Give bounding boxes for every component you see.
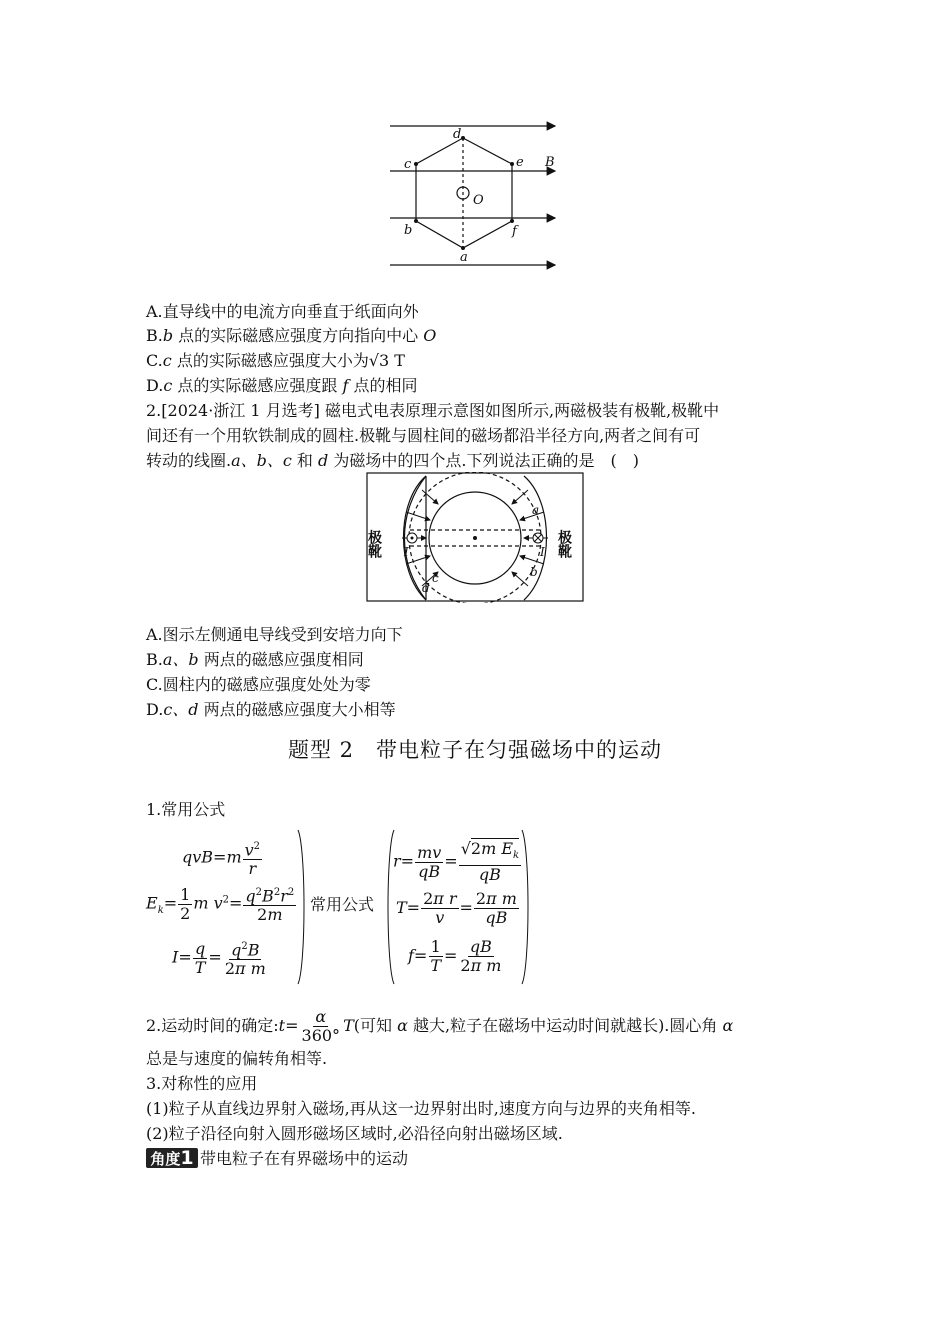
hexagon-field-figure — [385, 118, 570, 273]
item-3: 3.对称性的应用 — [146, 1074, 258, 1093]
item-3-2: (2)粒子沿径向射入圆形磁场区域时,必沿径向射出磁场区域. — [146, 1124, 563, 1143]
q1-option-d: D.c 点的实际磁感应强度跟 f 点的相同 — [146, 376, 418, 395]
label-a: a — [532, 503, 540, 517]
q2-option-c: C.圆柱内的磁感应强度处处为零 — [146, 675, 371, 694]
angle-badge: 角度1 — [146, 1148, 198, 1168]
galvanometer-figure — [366, 472, 584, 603]
item-2-line1: 2.运动时间的确定:t= $\frac{\alpha}{360^\circ}$ T(可知 α 越大,粒子在磁场中运动时间就越长).圆心角 α — [146, 1007, 734, 1045]
formula-Ek: $E_k=$ $\frac{1}{2}$ m $v^2=$ $\frac{q^2B^2r^2}{2m}$ — [146, 884, 295, 925]
formula-middle-label: 常用公式 — [310, 895, 375, 914]
q2-stem-line3: 转动的线圈.a、b、c 和 d 为磁场中的四个点.下列说法正确的是 ( ) — [146, 451, 639, 470]
label-b: b — [530, 565, 538, 579]
right-bracket-2 — [520, 828, 534, 986]
angle1-title: 带电粒子在有界磁场中的运动 — [200, 1149, 409, 1168]
right-bracket — [296, 828, 310, 986]
q1-option-c: C.c 点的实际磁感应强度大小为√3 T — [146, 351, 405, 370]
label-a: a — [460, 250, 468, 265]
label-b: b — [404, 223, 413, 238]
q2-option-a: A.图示左侧通电导线受到安培力向下 — [146, 625, 403, 644]
formula-T: T= $\frac{\text{2π r}}{v}$ = $\frac{\text{2π m}}{qB}$ — [396, 889, 517, 927]
formula-qvB: qvB=m $\frac{v^2}{r}$ — [182, 838, 263, 878]
label-d: d — [453, 127, 462, 142]
label-c: c — [432, 571, 439, 585]
left-pole-label: 极靴 — [366, 530, 382, 558]
item-3-1: (1)粒子从直线边界射入磁场,再从这一边界射出时,速度方向与边界的夹角相等. — [146, 1099, 696, 1118]
formula-r: r= $\frac{mv}{qB}$ = $\frac{√2m E_k}{qB}$ — [393, 839, 520, 885]
right-pole-label: 极靴 — [556, 530, 572, 558]
label-c: c — [404, 157, 412, 172]
label-e: e — [516, 155, 524, 170]
hexagon — [416, 138, 512, 248]
label-O: O — [473, 193, 484, 208]
label-I-left: I — [404, 545, 409, 559]
q2-stem-line2: 间还有一个用软铁制成的圆柱.极靴与圆柱间的磁场都沿半径方向,两者之间有可 — [146, 426, 701, 445]
label-I-right: I — [540, 545, 545, 559]
q1-option-b: B.b 点的实际磁感应强度方向指向中心 O — [146, 326, 437, 345]
q1-option-a: A.直导线中的电流方向垂直于纸面向外 — [146, 302, 419, 321]
item-1: 1.常用公式 — [146, 800, 226, 819]
section-title: 题型 2 带电粒子在匀强磁场中的运动 — [287, 738, 663, 762]
q2-option-b: B.a、b 两点的磁感应强度相同 — [146, 650, 364, 669]
label-d: d — [422, 581, 430, 595]
item-2-line2: 总是与速度的偏转角相等. — [146, 1049, 328, 1068]
label-B: B — [545, 155, 555, 170]
q2-stem-line1: 2.[2024·浙江 1 月选考] 磁电式电表原理示意图如图所示,两磁极装有极靴,极靴中 — [146, 401, 720, 420]
formula-f: f= $\frac{1}{T}$ = $\frac{qB}{\text{2π m}}$ — [408, 937, 502, 975]
q2-option-d: D.c、d 两点的磁感应强度大小相等 — [146, 700, 396, 719]
label-f: f — [512, 224, 517, 239]
formula-I: I= $\frac{q}{T}$ = $\frac{q^2B}{\text{2π m}}$ — [172, 938, 266, 979]
